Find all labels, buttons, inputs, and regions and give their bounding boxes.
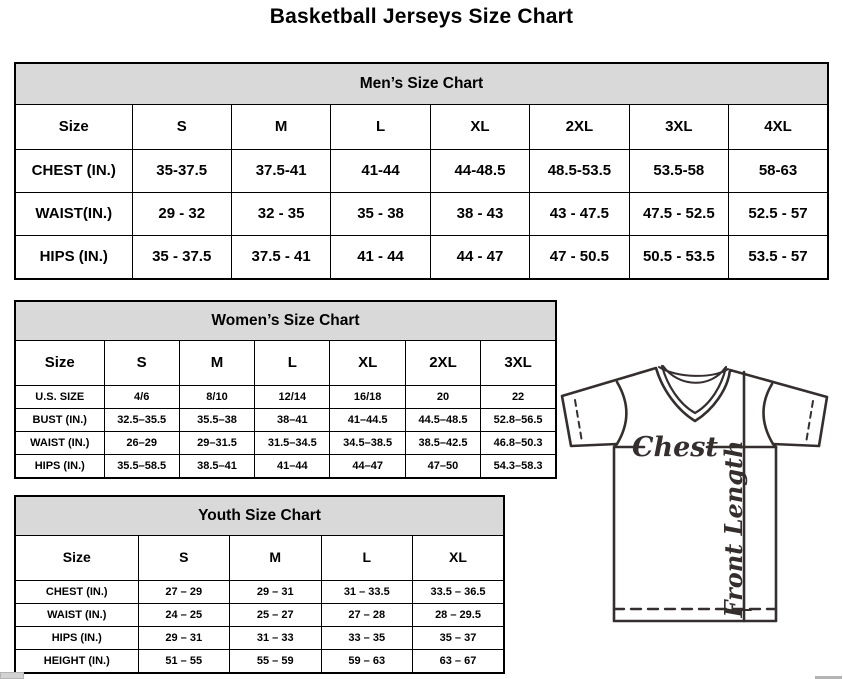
size-cell: 46.8–50.3: [481, 432, 556, 455]
left-seam: [617, 382, 626, 444]
size-cell: 52.8–56.5: [481, 409, 556, 432]
size-cell: 25 – 27: [230, 604, 322, 627]
size-cell: 38–41: [255, 409, 330, 432]
size-cell: 48.5-53.5: [530, 150, 629, 193]
jersey-measurement-diagram: [550, 358, 834, 630]
size-cell: 47 - 50.5: [530, 236, 629, 280]
row-label: HIPS (IN.): [15, 627, 138, 650]
size-cell: 31.5–34.5: [255, 432, 330, 455]
row-label: U.S. SIZE: [15, 386, 104, 409]
row-label: HIPS (IN.): [15, 236, 132, 280]
size-cell: 41–44: [255, 455, 330, 479]
size-cell: 32.5–35.5: [104, 409, 179, 432]
size-cell: 53.5-58: [629, 150, 728, 193]
size-cell: 47–50: [405, 455, 480, 479]
tee-body-outline: [562, 368, 827, 621]
row-label: WAIST (IN.): [15, 604, 138, 627]
size-cell: 27 – 29: [138, 581, 230, 604]
size-cell: 29 - 32: [132, 193, 231, 236]
size-cell: 35.5–58.5: [104, 455, 179, 479]
size-cell: 58-63: [729, 150, 828, 193]
column-header: XL: [413, 536, 505, 581]
column-header: S: [132, 105, 231, 150]
size-cell: 35 - 38: [331, 193, 430, 236]
right-seam: [763, 384, 773, 444]
horizontal-scrollbar-thumb-left[interactable]: [0, 672, 24, 679]
size-cell: 22: [481, 386, 556, 409]
column-header: S: [104, 341, 179, 386]
table-row: [15, 604, 504, 627]
size-cell: 37.5-41: [231, 150, 330, 193]
column-header: L: [321, 536, 413, 581]
column-header: M: [231, 105, 330, 150]
column-header: XL: [430, 105, 529, 150]
column-header: XL: [330, 341, 405, 386]
womens-table-title: Women’s Size Chart: [15, 301, 556, 341]
column-header: 3XL: [629, 105, 728, 150]
size-cell: 51 – 55: [138, 650, 230, 674]
size-cell: 44 - 47: [430, 236, 529, 280]
table-row: [15, 409, 556, 432]
size-cell: 59 – 63: [321, 650, 413, 674]
column-header: 4XL: [729, 105, 828, 150]
size-cell: 12/14: [255, 386, 330, 409]
left-cuff-dashed-line: [575, 400, 582, 442]
size-cell: 35 - 37.5: [132, 236, 231, 280]
size-cell: 34.5–38.5: [330, 432, 405, 455]
column-header: M: [179, 341, 254, 386]
column-header: Size: [15, 536, 138, 581]
size-cell: 41–44.5: [330, 409, 405, 432]
column-header: Size: [15, 105, 132, 150]
row-label: WAIST (IN.): [15, 432, 104, 455]
size-cell: 31 – 33.5: [321, 581, 413, 604]
size-cell: 52.5 - 57: [729, 193, 828, 236]
size-cell: 20: [405, 386, 480, 409]
size-cell: 35-37.5: [132, 150, 231, 193]
youth-header-row: [15, 536, 504, 581]
column-header: M: [230, 536, 322, 581]
row-label: WAIST(IN.): [15, 193, 132, 236]
table-row: [15, 650, 504, 674]
size-cell: 28 – 29.5: [413, 604, 505, 627]
mens-size-table: [14, 62, 829, 280]
size-cell: 47.5 - 52.5: [629, 193, 728, 236]
size-cell: 33.5 – 36.5: [413, 581, 505, 604]
column-header: Size: [15, 341, 104, 386]
size-cell: 38.5–41: [179, 455, 254, 479]
size-cell: 38 - 43: [430, 193, 529, 236]
size-cell: 41 - 44: [331, 236, 430, 280]
size-cell: 44–47: [330, 455, 405, 479]
row-label: BUST (IN.): [15, 409, 104, 432]
size-cell: 41-44: [331, 150, 430, 193]
front-length-label: Front Length: [719, 440, 748, 618]
column-header: L: [255, 341, 330, 386]
size-cell: 24 – 25: [138, 604, 230, 627]
size-cell: 38.5–42.5: [405, 432, 480, 455]
womens-size-table: [14, 300, 557, 479]
chest-label: Chest: [632, 432, 718, 463]
table-row: [15, 627, 504, 650]
table-row: [15, 581, 504, 604]
size-cell: 44-48.5: [430, 150, 529, 193]
size-cell: 4/6: [104, 386, 179, 409]
size-cell: 26–29: [104, 432, 179, 455]
column-header: S: [138, 536, 230, 581]
row-label: CHEST (IN.): [15, 150, 132, 193]
row-label: CHEST (IN.): [15, 581, 138, 604]
size-cell: 29–31.5: [179, 432, 254, 455]
size-cell: 32 - 35: [231, 193, 330, 236]
size-cell: 27 – 28: [321, 604, 413, 627]
table-row: [15, 236, 828, 280]
table-row: [15, 432, 556, 455]
size-cell: 44.5–48.5: [405, 409, 480, 432]
youth-table-title: Youth Size Chart: [15, 496, 504, 536]
size-cell: 35 – 37: [413, 627, 505, 650]
table-row: [15, 150, 828, 193]
size-cell: 33 – 35: [321, 627, 413, 650]
page-title: Basketball Jerseys Size Chart: [269, 5, 574, 28]
size-cell: 35.5–38: [179, 409, 254, 432]
size-cell: 50.5 - 53.5: [629, 236, 728, 280]
mens-table-title: Men’s Size Chart: [15, 63, 828, 105]
size-cell: 37.5 - 41: [231, 236, 330, 280]
right-cuff-dashed-line: [806, 401, 813, 443]
size-cell: 29 – 31: [138, 627, 230, 650]
column-header: 2XL: [530, 105, 629, 150]
size-cell: 63 – 67: [413, 650, 505, 674]
size-cell: 43 - 47.5: [530, 193, 629, 236]
size-cell: 31 – 33: [230, 627, 322, 650]
table-row: [15, 455, 556, 479]
jersey-outline-drawing: [550, 358, 834, 630]
row-label: HEIGHT (IN.): [15, 650, 138, 674]
column-header: 2XL: [405, 341, 480, 386]
table-row: [15, 386, 556, 409]
size-cell: 54.3–58.3: [481, 455, 556, 479]
column-header: 3XL: [481, 341, 556, 386]
row-label: HIPS (IN.): [15, 455, 104, 479]
size-cell: 55 – 59: [230, 650, 322, 674]
size-cell: 8/10: [179, 386, 254, 409]
table-row: [15, 193, 828, 236]
youth-size-table: [14, 495, 505, 674]
size-cell: 29 – 31: [230, 581, 322, 604]
size-cell: 53.5 - 57: [729, 236, 828, 280]
womens-header-row: [15, 341, 556, 386]
mens-header-row: [15, 105, 828, 150]
size-cell: 16/18: [330, 386, 405, 409]
column-header: L: [331, 105, 430, 150]
